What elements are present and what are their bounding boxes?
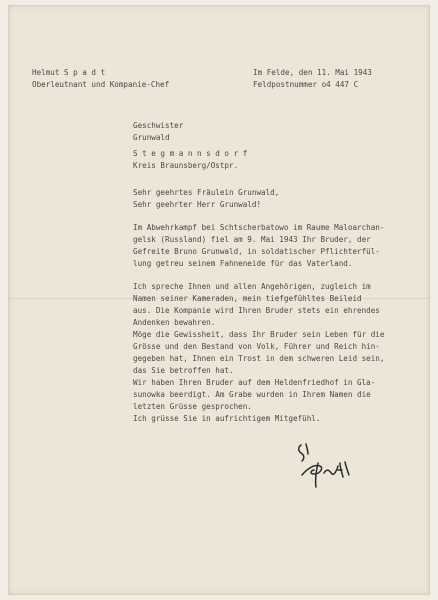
recipient-town: S t e g m a n n s d o r f xyxy=(133,149,248,158)
handwritten-signature xyxy=(292,439,362,491)
body-line: Wir haben Ihren Bruder auf dem Heldenfriedhof in Gla- xyxy=(133,378,376,387)
place-date: Im Felde, den 11. Mai 1943 xyxy=(253,68,372,77)
body-line: Andenken bewahren. xyxy=(133,318,216,327)
body-line: gegeben hat, Ihnen ein Trost in dem schweren Leid sein, xyxy=(133,354,385,363)
letter-page xyxy=(9,6,429,594)
body-line: aus. Die Kompanie wird Ihren Bruder stets ein ehrendes xyxy=(133,306,380,315)
recipient-line-1: Geschwister xyxy=(133,121,184,130)
salutation-1: Sehr geehrtes Fräulein Grunwald, xyxy=(133,188,280,197)
body-line: Namen seiner Kameraden, mein tiefgefühltes Beileid xyxy=(133,294,362,303)
body-line: sunowka beerdigt. Am Grabe wurden in Ihrem Namen die xyxy=(133,390,371,399)
recipient-district: Kreis Braunsberg/Ostpr. xyxy=(133,161,239,170)
body-line: Ich grüsse Sie in aufrichtigem Mitgefühl. xyxy=(133,414,321,423)
recipient-line-2: Grunwald xyxy=(133,133,170,142)
salutation-2: Sehr geehrter Herr Grunwald! xyxy=(133,200,262,209)
body-line: Ich spreche Ihnen und allen Angehörigen, zugleich im xyxy=(133,282,371,291)
sender-title: Oberleutnant und Kompanie-Chef xyxy=(32,80,170,89)
body-line: Im Abwehrkampf bei Schtscherbatowo im Raume Maloarchan- xyxy=(133,223,385,232)
body-line: letzten Grüsse gesprochen. xyxy=(133,402,252,411)
body-line: Möge die Gewissheit, dass Ihr Bruder sein Leben für die xyxy=(133,330,385,339)
body-line: das Sie betroffen hat. xyxy=(133,366,234,375)
body-line: Gefreite Bruno Grunwald, in soldatischer Pflichterfül- xyxy=(133,247,380,256)
body-line: lung getreu seinem Fahneneide für das Vaterland. xyxy=(133,259,353,268)
sender-name: Helmut S p a d t xyxy=(32,68,106,77)
field-post-number: Feldpostnummer o4 447 C xyxy=(253,80,359,89)
body-line: gelsk (Russland) fiel am 9. Mai 1943 Ihr Bruder, der xyxy=(133,235,371,244)
body-line: Grösse und den Bestand von Volk, Führer und Reich hin- xyxy=(133,342,380,351)
